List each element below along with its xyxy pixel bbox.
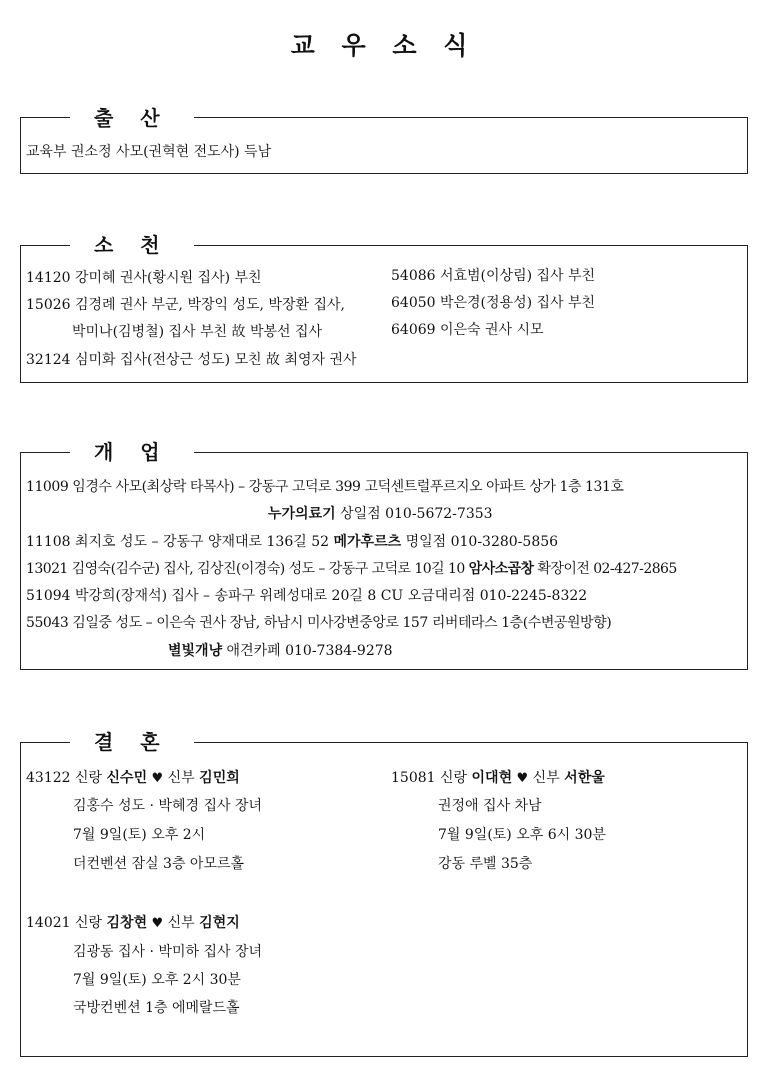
death-left-line: 15026 김경례 권사 부군, 박장익 성도, 박장환 집사, bbox=[26, 297, 345, 313]
wedding-parents: 김홍수 성도 · 박혜경 집사 장녀 bbox=[73, 798, 262, 814]
wedding-date: 7월 9일(토) 오후 2시 bbox=[73, 827, 206, 843]
section-death-heading: 소 천 bbox=[70, 231, 194, 259]
wedding-date: 7월 9일(토) 오후 2시 30분 bbox=[73, 972, 241, 988]
member-id: 15081 bbox=[391, 770, 436, 786]
section-birth-heading: 출 산 bbox=[70, 104, 194, 132]
groom-name: 김창현 bbox=[106, 915, 148, 931]
wedding-couple-header bbox=[26, 913, 240, 934]
opening-line bbox=[26, 532, 558, 552]
business-name: 메가후르츠 bbox=[333, 534, 402, 550]
death-right-line: 54086 서효범(이상림) 집사 부친 bbox=[391, 268, 596, 284]
groom-label: 신랑 bbox=[440, 770, 468, 786]
opening-line: 11009 임경수 사모(최상락 타목사) – 강동구 고덕로 399 고덕센트럴푸르지오 아파트 상가 1층 131호 bbox=[26, 479, 624, 495]
opening-line-text: 명일점 010-3280-5856 bbox=[401, 534, 559, 550]
opening-line-text: 상일점 010-5672-7353 bbox=[335, 506, 493, 522]
section-opening-heading: 개 업 bbox=[70, 438, 194, 466]
opening-line-text: 11108 최지호 성도 – 강동구 양재대로 136길 52 bbox=[26, 534, 334, 550]
opening-line bbox=[168, 641, 393, 661]
death-right-line: 64050 박은경(정용성) 집사 부친 bbox=[391, 295, 596, 311]
section-wedding-heading: 결 혼 bbox=[70, 728, 194, 756]
business-name: 누가의료기 bbox=[268, 506, 336, 522]
wedding-place: 강동 루벨 35층 bbox=[438, 856, 533, 872]
birth-line: 교육부 권소정 사모(권혁현 전도사) 득남 bbox=[26, 144, 272, 160]
business-name: 암사소곱창 bbox=[468, 561, 534, 577]
wedding-couple-header bbox=[26, 768, 240, 789]
heart-icon: ♥ bbox=[151, 916, 164, 931]
death-right-line: 64069 이은숙 권사 시모 bbox=[391, 322, 544, 338]
wedding-parents: 권정애 집사 차남 bbox=[438, 798, 542, 814]
groom-label: 신랑 bbox=[75, 915, 103, 931]
wedding-parents: 김광동 집사 · 박미하 집사 장녀 bbox=[73, 944, 262, 960]
opening-line: 55043 김일중 성도 – 이은숙 권사 장남, 하남시 미사강변중앙로 157 리버테라스 1층(수변공원방향) bbox=[26, 615, 612, 631]
heart-icon: ♥ bbox=[516, 771, 529, 786]
opening-line-text: 13021 김영숙(김수군) 집사, 김상진(이경숙) 성도 – 강동구 고덕로 10길 10 bbox=[26, 561, 469, 577]
wedding-place: 국방컨벤션 1층 에메랄드홀 bbox=[73, 1000, 240, 1016]
death-left-line: 14120 강미혜 권사(황시원 집사) 부친 bbox=[26, 270, 262, 286]
page-title: 교 우 소 식 bbox=[290, 31, 477, 60]
bride-label: 신부 bbox=[167, 915, 195, 931]
bride-name: 서한울 bbox=[564, 770, 605, 786]
opening-line-text: 애견카페 010-7384-9278 bbox=[222, 643, 393, 659]
groom-name: 신수민 bbox=[106, 770, 148, 786]
bride-label: 신부 bbox=[532, 770, 560, 786]
bride-label: 신부 bbox=[167, 770, 195, 786]
wedding-couple-header bbox=[391, 768, 605, 789]
groom-label: 신랑 bbox=[75, 770, 103, 786]
wedding-date: 7월 9일(토) 오후 6시 30분 bbox=[438, 827, 606, 843]
member-id: 43122 bbox=[26, 770, 71, 786]
bride-name: 김현지 bbox=[199, 915, 240, 931]
death-left-line: 박미나(김병철) 집사 부친 故 박봉선 집사 bbox=[72, 324, 323, 340]
opening-line: 51094 박강희(장재석) 집사 – 송파구 위례성대로 20길 8 CU 오금대리점 010-2245-8322 bbox=[26, 588, 588, 604]
member-id: 14021 bbox=[26, 915, 71, 931]
opening-line bbox=[26, 559, 677, 579]
wedding-place: 더컨벤션 잠실 3층 아모르홀 bbox=[73, 856, 245, 872]
opening-line-text: 확장이전 02-427-2865 bbox=[533, 561, 677, 577]
opening-line bbox=[268, 504, 493, 524]
bride-name: 김민희 bbox=[199, 770, 240, 786]
death-left-line: 32124 심미화 집사(전상근 성도) 모친 故 최영자 권사 bbox=[26, 352, 357, 368]
heart-icon: ♥ bbox=[151, 771, 164, 786]
business-name: 별빛개냥 bbox=[168, 643, 223, 659]
groom-name: 이대현 bbox=[471, 770, 513, 786]
